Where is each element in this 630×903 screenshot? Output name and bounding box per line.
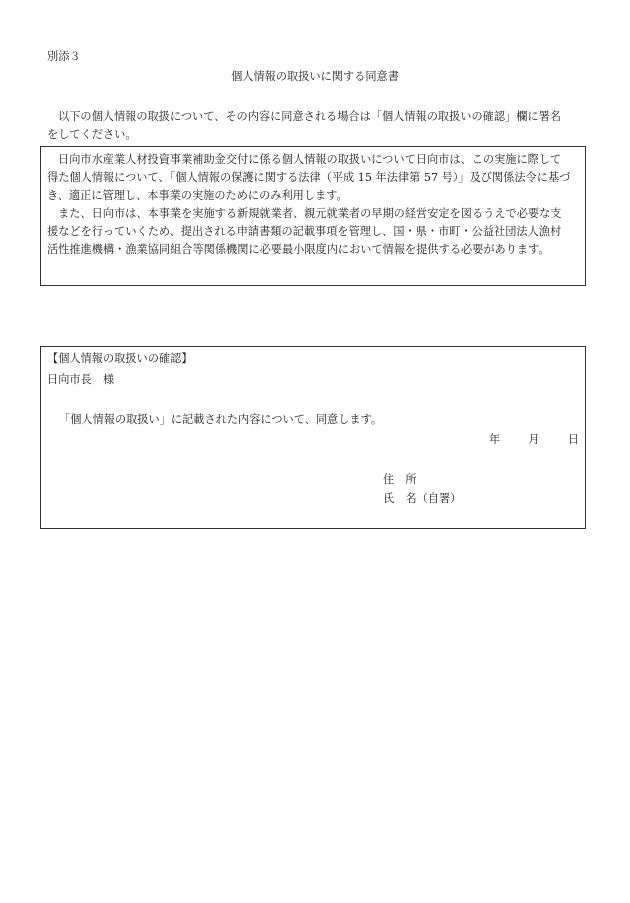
date-month-label: 月 xyxy=(528,433,540,446)
handling-p1-line-1: 日向市水産業人材投資事業補助金交付に係る個人情報の取扱いについて日向市は、この実施に際して xyxy=(58,153,562,166)
handling-paragraph-2 xyxy=(47,205,580,259)
handling-p2-line-1: また、日向市は、本事業を実施する新規就業者、親元就業者の早期の経営安定を図るうえで必要な支 xyxy=(58,207,562,220)
name-signature-label: 氏 名（自署） xyxy=(383,492,462,505)
handling-p1-line-3: き、適正に管理し、本事業の実施のためにのみ利用します。 xyxy=(47,189,348,202)
addressee: 日向市長 様 xyxy=(47,373,115,386)
handling-p2-line-2: 援などを行っていくため、提出される申請書類の記載事項を管理し、国・県・市町・公益社団法人漁村 xyxy=(47,225,562,238)
handling-p1-line-2: 得た個人情報について、「個人情報の保護に関する法律（平成 15 年法律第 57 号）」及び関係法令に基づ xyxy=(47,171,571,184)
consent-statement: 「個人情報の取扱い」に記載された内容について、同意します。 xyxy=(59,413,383,426)
date-field[interactable] xyxy=(489,431,579,449)
date-year-label: 年 xyxy=(489,433,501,446)
handling-description-box xyxy=(40,146,586,286)
handling-p2-line-3: 活性推進機構・漁業協同組合等関係機関に必要最小限度内において情報を提供する必要があります。 xyxy=(47,243,550,256)
address-field-label: 住 所 xyxy=(383,473,417,486)
document-title: 個人情報の取扱いに関する同意書 xyxy=(231,70,399,83)
handling-paragraph-1 xyxy=(47,151,580,205)
intro-line-2: をしてください。 xyxy=(47,128,137,141)
intro-line-1: 以下の個人情報の取扱について、その内容に同意される場合は「個人情報の取扱いの確認」欄に署名 xyxy=(58,110,561,123)
confirmation-heading: 【個人情報の取扱いの確認】 xyxy=(47,352,193,365)
confirmation-box xyxy=(40,346,586,529)
intro-paragraph xyxy=(47,108,588,144)
annex-label: 別添３ xyxy=(47,50,81,63)
date-day-label: 日 xyxy=(567,433,579,446)
